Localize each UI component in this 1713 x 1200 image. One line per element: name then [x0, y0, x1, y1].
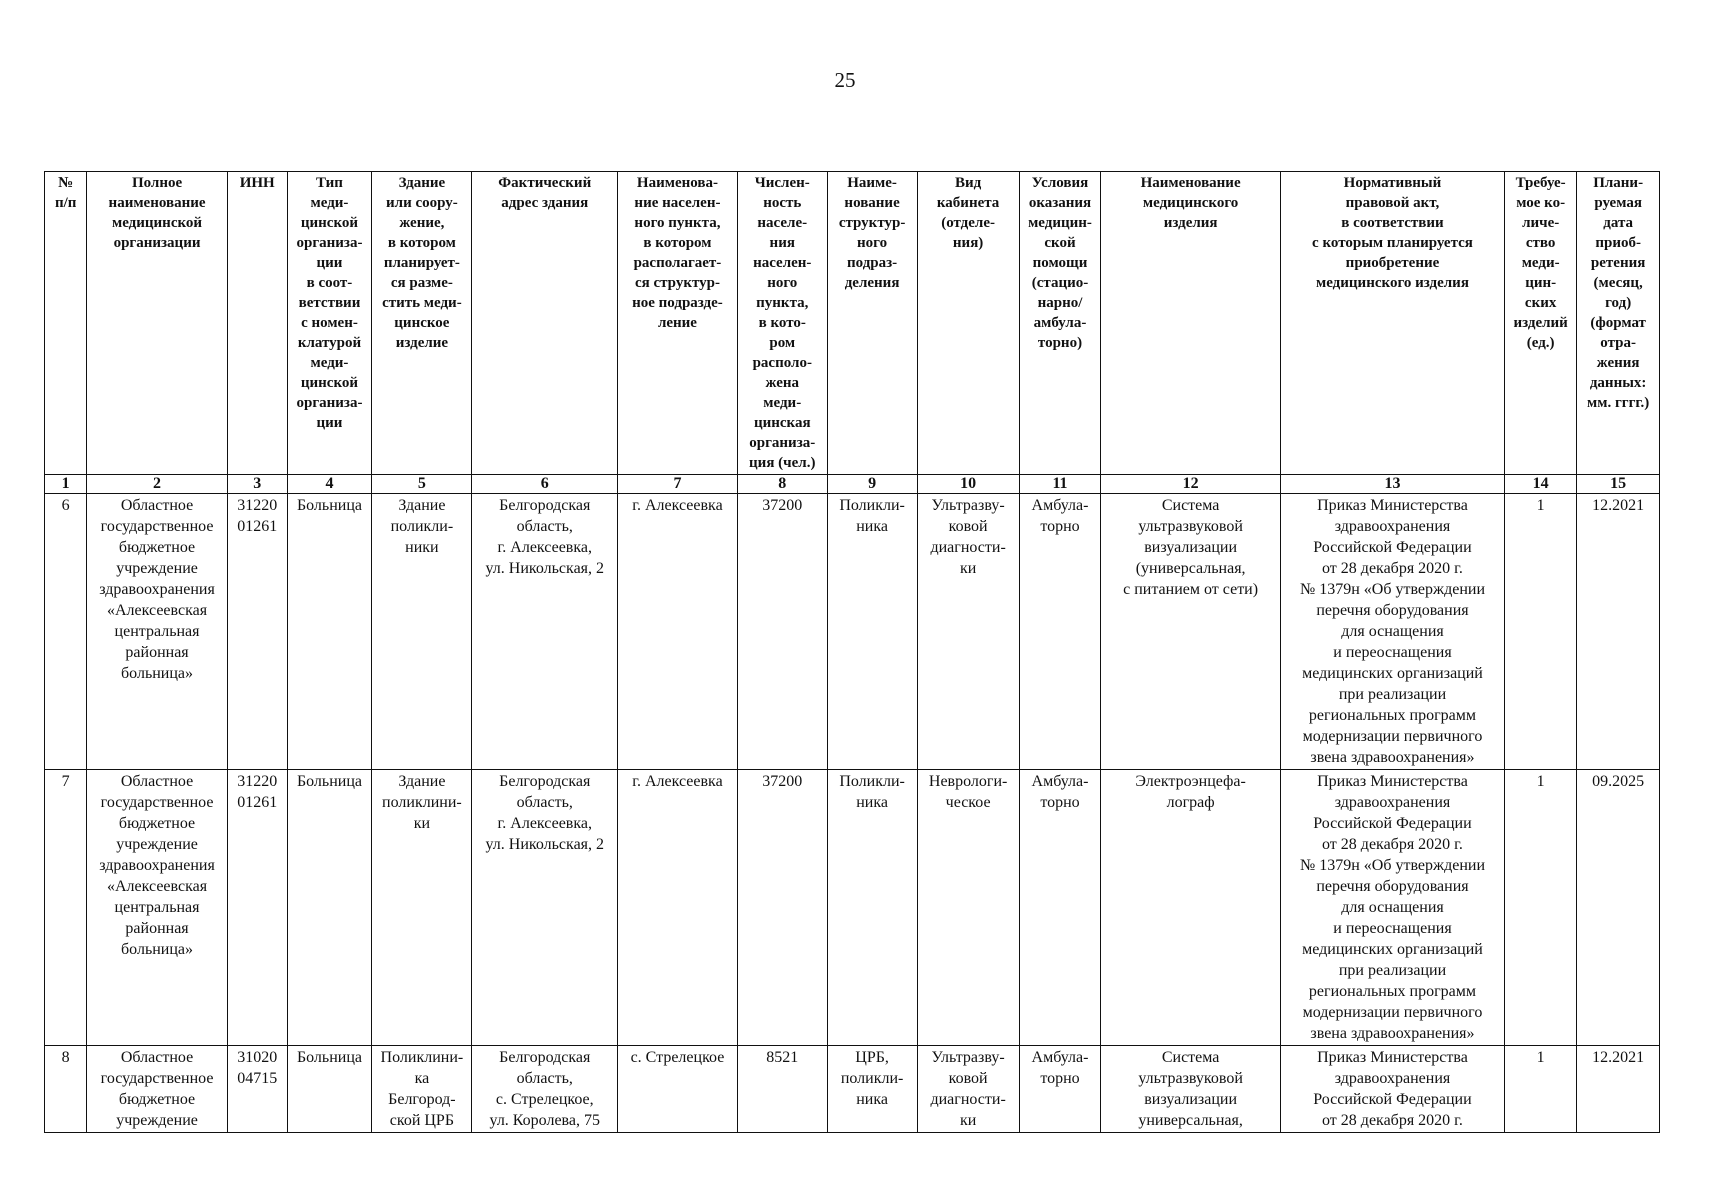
header-cell-org-name: Полное наименование медицинской организации [87, 172, 227, 475]
header-cell-legal-act: Нормативный правовой акт, в соответствии с которым планируется приобретение медицинского изделия [1280, 172, 1504, 475]
cell-device-name: Система ультразвуковой визуализации (универсальная, с питанием от сети) [1101, 494, 1281, 770]
cell-legal-act: Приказ Министерства здравоохранения Российской Федерации от 28 декабря 2020 г. № 1379н «Об утверждении перечня оборудования для оснащения и переоснащения медицинских организаций при реализации региональных программ модернизации первичного звена здравоохранения» [1280, 770, 1504, 1046]
cell-inn: 31020 04715 [227, 1046, 287, 1133]
equipment-table-container [44, 171, 1660, 1133]
table-body [45, 475, 1660, 1133]
column-number: 2 [87, 475, 227, 494]
cell-care-conditions: Амбула- торно [1019, 770, 1101, 1046]
cell-purchase-date: 12.2021 [1577, 494, 1660, 770]
cell-address: Белгородская область, г. Алексеевка, ул. Никольская, 2 [472, 770, 618, 1046]
header-cell-org-type: Тип меди- цинской организа- ции в соот- ветствии с номен- клатурой меди- цинской организа- ции [287, 172, 372, 475]
column-number: 13 [1280, 475, 1504, 494]
cell-room-type: Ультразву- ковой диагности- ки [917, 1046, 1019, 1133]
cell-address: Белгородская область, с. Стрелецкое, ул. Королева, 75 [472, 1046, 618, 1133]
cell-population: 37200 [737, 770, 827, 1046]
column-number: 8 [737, 475, 827, 494]
cell-locality: с. Стрелецкое [618, 1046, 738, 1133]
cell-org-type: Больница [287, 770, 372, 1046]
equipment-table [44, 171, 1660, 1133]
cell-locality: г. Алексеевка [618, 494, 738, 770]
header-cell-inn: ИНН [227, 172, 287, 475]
column-number: 11 [1019, 475, 1101, 494]
cell-number: 8 [45, 1046, 87, 1133]
cell-quantity: 1 [1505, 770, 1577, 1046]
cell-legal-act: Приказ Министерства здравоохранения Российской Федерации от 28 декабря 2020 г. № 1379н «Об утверждении перечня оборудования для оснащения и переоснащения медицинских организаций при реализации региональных программ модернизации первичного звена здравоохранения» [1280, 494, 1504, 770]
cell-inn: 31220 01261 [227, 770, 287, 1046]
cell-subdivision: Поликли- ника [827, 770, 917, 1046]
table-row [45, 494, 1660, 770]
cell-room-type: Ультразву- ковой диагности- ки [917, 494, 1019, 770]
cell-care-conditions: Амбула- торно [1019, 1046, 1101, 1133]
header-cell-quantity: Требуе- мое ко- личе- ство меди- цин- ских изделий (ед.) [1505, 172, 1577, 475]
cell-legal-act: Приказ Министерства здравоохранения Российской Федерации от 28 декабря 2020 г. [1280, 1046, 1504, 1133]
header-cell-population: Числен- ность населе- ния населен- ного пункта, в кото- ром располо- жена меди- цинская организа- ция (чел.) [737, 172, 827, 475]
header-cell-address: Фактический адрес здания [472, 172, 618, 475]
cell-care-conditions: Амбула- торно [1019, 494, 1101, 770]
column-number: 14 [1505, 475, 1577, 494]
cell-org-name: Областное государственное бюджетное учреждение здравоохранения «Алексеевская центральная районная больница» [87, 494, 227, 770]
column-number: 5 [372, 475, 472, 494]
column-number: 12 [1101, 475, 1281, 494]
column-number: 4 [287, 475, 372, 494]
cell-building: Здание поликли- ники [372, 494, 472, 770]
header-cell-building: Здание или соору- жение, в котором планирует- ся разме- стить меди- цинское изделие [372, 172, 472, 475]
table-row [45, 770, 1660, 1046]
cell-org-name: Областное государственное бюджетное учреждение здравоохранения «Алексеевская центральная районная больница» [87, 770, 227, 1046]
cell-device-name: Система ультразвуковой визуализации универсальная, [1101, 1046, 1281, 1133]
column-number: 9 [827, 475, 917, 494]
cell-purchase-date: 12.2021 [1577, 1046, 1660, 1133]
cell-address: Белгородская область, г. Алексеевка, ул. Никольская, 2 [472, 494, 618, 770]
cell-number: 6 [45, 494, 87, 770]
header-cell-room-type: Вид кабинета (отделе- ния) [917, 172, 1019, 475]
cell-subdivision: ЦРБ, поликли- ника [827, 1046, 917, 1133]
cell-org-type: Больница [287, 1046, 372, 1133]
header-cell-device-name: Наименование медицинского изделия [1101, 172, 1281, 475]
column-number: 3 [227, 475, 287, 494]
page-number: 25 [834, 68, 856, 92]
cell-inn: 31220 01261 [227, 494, 287, 770]
column-numbers-row [45, 475, 1660, 494]
column-number: 1 [45, 475, 87, 494]
header-row [45, 172, 1660, 475]
cell-building: Поликлини- ка Белгород- ской ЦРБ [372, 1046, 472, 1133]
header-cell-purchase-date: Плани- руемая дата приоб- ретения (месяц, год) (формат отра- жения данных: мм. гггг.) [1577, 172, 1660, 475]
header-cell-number: № п/п [45, 172, 87, 475]
cell-quantity: 1 [1505, 1046, 1577, 1133]
column-number: 15 [1577, 475, 1660, 494]
header-cell-locality: Наименова- ние населен- ного пункта, в котором располагает- ся структур- ное подразде- ление [618, 172, 738, 475]
cell-org-name: Областное государственное бюджетное учреждение [87, 1046, 227, 1133]
column-number: 6 [472, 475, 618, 494]
cell-population: 8521 [737, 1046, 827, 1133]
cell-room-type: Неврологи- ческое [917, 770, 1019, 1046]
cell-number: 7 [45, 770, 87, 1046]
cell-org-type: Больница [287, 494, 372, 770]
cell-quantity: 1 [1505, 494, 1577, 770]
cell-subdivision: Поликли- ника [827, 494, 917, 770]
cell-device-name: Электроэнцефа- лограф [1101, 770, 1281, 1046]
header-cell-care-conditions: Условия оказания медицин- ской помощи (стацио- нарно/ амбула- торно) [1019, 172, 1101, 475]
cell-building: Здание поликлини- ки [372, 770, 472, 1046]
table-header [45, 172, 1660, 475]
cell-purchase-date: 09.2025 [1577, 770, 1660, 1046]
column-number: 10 [917, 475, 1019, 494]
cell-population: 37200 [737, 494, 827, 770]
cell-locality: г. Алексеевка [618, 770, 738, 1046]
column-number: 7 [618, 475, 738, 494]
header-cell-subdivision: Наиме- нование структур- ного подраз- деления [827, 172, 917, 475]
table-row [45, 1046, 1660, 1133]
